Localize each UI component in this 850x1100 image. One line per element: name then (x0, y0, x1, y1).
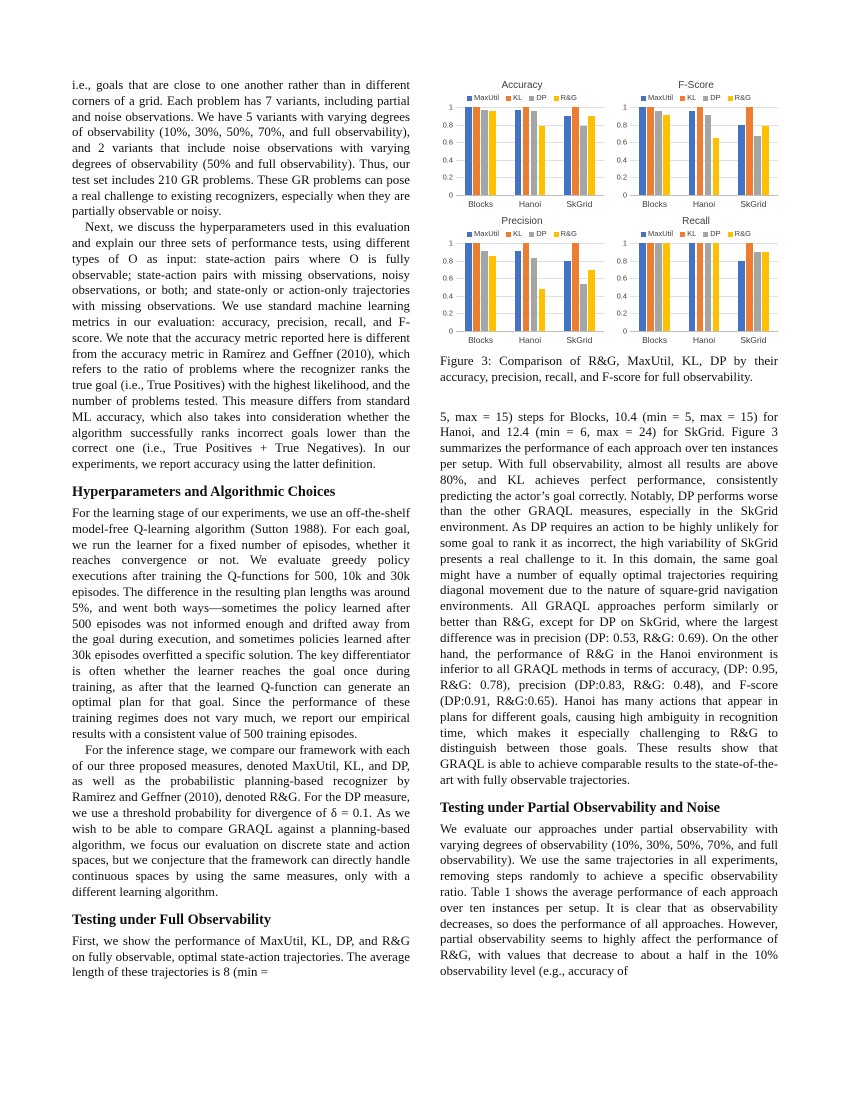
y-axis (614, 238, 630, 336)
chart-bar (754, 136, 761, 195)
chart-bar (738, 261, 745, 331)
legend-swatch-icon (467, 96, 472, 101)
bar-group (630, 107, 679, 195)
chart-bar (515, 110, 522, 195)
legend-swatch-icon (703, 96, 708, 101)
x-axis-category-label: Blocks (642, 199, 668, 209)
legend-swatch-icon (703, 232, 708, 237)
chart-bar (523, 107, 530, 195)
y-axis (614, 102, 630, 200)
x-axis-category-label: Hanoi (692, 199, 716, 209)
chart-title: F-Score (678, 80, 714, 91)
plot-region (630, 243, 778, 332)
recall-bar-chart (614, 216, 778, 345)
legend-label: MaxUtil (474, 93, 500, 102)
legend-label: MaxUtil (648, 229, 674, 238)
legend-label: MaxUtil (648, 93, 674, 102)
x-axis-category-label: SkGrid (740, 199, 767, 209)
legend-swatch-icon (680, 96, 685, 101)
chart-bar (689, 243, 696, 331)
legend-item (641, 229, 673, 239)
plot-region (456, 107, 604, 196)
chart-plot-area (614, 102, 778, 200)
chart-bar (738, 125, 745, 195)
legend-label: MaxUtil (474, 229, 500, 238)
chart-bar (564, 116, 571, 195)
legend-label: KL (513, 93, 523, 102)
y-axis-tick-label: 0.2 (442, 308, 453, 318)
y-axis (440, 238, 456, 336)
x-axis-labels (630, 199, 778, 209)
body-paragraph: Next, we discuss the hyperparameters used in this evaluation and explain our three sets of performance tests, using different types of O as input: state-action pairs where O is fully observable; state-action pairs with missing observations, noisy observations, or both; and state-only or action-only trajectories with missing observations. We use standard machine learning metrics in our evaluation: accuracy, precision, recall, and F-score. We note that the accuracy metric reported here is different from the accuracy metric in Ramírez and Geffner (2010), which refers to the ratio of problems where the recognizer ranks the true goal (i.e., True Positives) with the highest likelihood, and the number of problems tested. This measure differs from standard ML accuracy, which also takes into consideration whether the algorithm successfully ranks incorrect goals lower than the correct one (i.e., True Positives + True Negatives). In our experiments, we report accuracy using the latter definition. (72, 220, 410, 472)
legend-item (680, 229, 696, 239)
chart-bar (713, 138, 720, 195)
legend-item (467, 93, 499, 103)
bar-group (555, 107, 604, 195)
chart-bar (588, 116, 595, 195)
section-heading-partial-observability: Testing under Partial Observability and Noise (440, 799, 721, 816)
legend-swatch-icon (529, 96, 534, 101)
body-paragraph: 5, max = 15) steps for Blocks, 10.4 (min = 5, max = 15) for Hanoi, and 12.4 (min = 6, max = 24) for SkGrid. Figure 3 summarizes the performance of each approach over ten instances per setup. With full observability, almost all results are above 80%, and KL achieves perfect performance, consistently predicting the actor’s goal correctly. Notably, DP performs worse than the other GRAQL measures, especially in the SkGrid environment. As DP requires an action to be highly unlikely for some goal to rank it as incorrect, the high variability of SkGrid presents a real challenge to it. In this domain, the same goal might have a number of equally optimal trajectories requiring diagonal movement due to the nature of square-grid navigation environments. All GRAQL approaches perform similarly or better than R&G, except for DP on SkGrid, where the largest difference was in precision (DP: 0.53, R&G: 0.69). On the other hand, the performance of R&G in the Hanoi environment is inferior to all GRAQL methods in terms of accuracy, (DP: 0.95, R&G: 0.78), precision (DP:0.83, R&G: 0.48), and F-score (DP:0.91, R&G:0.65). Hanoi has many actions that appear in plans for different goals, causing high ambiguity in recognition time, which makes it especially challenging to R&G to distinguish between those goals. These results show that GRAQL is able to achieve comparable results to the state-of-the-art with fully observable trajectories. (440, 409, 778, 787)
y-axis-tick-label: 0.8 (616, 256, 627, 266)
chart-bar (481, 110, 488, 195)
body-paragraph: For the learning stage of our experiments, we use an off-the-shelf model-free Q-learning algorithm (Sutton 1988). For each goal, we run the learner for a fixed number of episodes, whether it reaches convergence or not. We evaluate greedy policy executions after training the Q-functions for 500, 10k and 30k episodes. The difference in the resulting plan lengths was around 5%, and went both ways—sometimes the policy learned after 500 episodes was not informed enough and drifted away from the goal during execution, and sometimes policies learned after 30k episodes overfitted a specific solution. The key differentiator is often whether the learner reaches the goal once during training, as after that the learned Q-function can generate an optimal plan for that goal. Since the performance of these training regimes does not vary much, we report our empirical results with a consistent value of 500 training episodes. (72, 505, 410, 742)
legend-swatch-icon (529, 232, 534, 237)
figure-caption: Figure 3: Comparison of R&G, MaxUtil, KL, DP by their accuracy, precision, recall, and F-score for full observability. (440, 354, 778, 384)
legend-item (554, 229, 577, 239)
chart-bar (572, 243, 579, 331)
chart-bar (515, 251, 522, 331)
legend-label: DP (536, 229, 547, 238)
y-axis-tick-label: 1 (622, 238, 627, 248)
legend-swatch-icon (641, 232, 646, 237)
legend-label: DP (536, 93, 547, 102)
legend-item (703, 229, 720, 239)
legend-item (529, 229, 546, 239)
section-heading-full-observability: Testing under Full Observability (72, 911, 272, 928)
legend-swatch-icon (728, 232, 733, 237)
bar-groups (630, 107, 778, 195)
legend-swatch-icon (680, 232, 685, 237)
chart-bar (465, 107, 472, 195)
chart-bar (523, 243, 530, 331)
left-column (72, 78, 410, 981)
x-axis-labels (630, 335, 778, 345)
chart-title: Accuracy (501, 80, 543, 91)
legend-swatch-icon (506, 232, 511, 237)
chart-bar (639, 107, 646, 195)
legend-label: KL (687, 93, 697, 102)
chart-bar (762, 126, 769, 195)
f-score-bar-chart (614, 80, 778, 209)
bar-groups (456, 107, 604, 195)
chart-bar (697, 243, 704, 331)
chart-bar (489, 256, 496, 331)
chart-bar (689, 111, 696, 195)
legend-item (728, 229, 751, 239)
chart-bar (639, 243, 646, 331)
bar-group (679, 107, 728, 195)
legend-item (680, 93, 696, 103)
chart-plot-area (440, 238, 604, 336)
legend-item (641, 93, 673, 103)
legend-label: DP (710, 93, 721, 102)
plot-region (630, 107, 778, 196)
legend-label: R&G (560, 229, 577, 238)
y-axis-tick-label: 0 (448, 326, 453, 336)
legend-item (506, 93, 522, 103)
chart-bar (572, 107, 579, 195)
bar-group (505, 243, 554, 331)
x-axis-category-label: SkGrid (566, 335, 593, 345)
legend-label: DP (710, 229, 721, 238)
chart-bar (489, 111, 496, 195)
chart-bar (465, 243, 472, 331)
bar-group (505, 107, 554, 195)
chart-plot-area (440, 102, 604, 200)
y-axis-tick-label: 1 (622, 102, 627, 112)
legend-label: R&G (734, 93, 751, 102)
chart-bar (564, 261, 571, 331)
chart-bar (663, 243, 670, 331)
legend-item (728, 93, 751, 103)
body-paragraph: We evaluate our approaches under partial observability with varying degrees of observability (10%, 30%, 50%, 70%, and full observability). We use the same trajectories in all experiments, removing steps randomly to achieve a specific observability ratio. Table 1 shows the average performance of each approach over ten instances per setup. It is clear that as observability decreases, so does the performance of all approaches. However, partial observability seems to highly affect the performance of R&G, with values that decrease to about a half in the 10% observability level (e.g., accuracy of (440, 821, 778, 978)
y-axis-tick-label: 0.4 (616, 155, 627, 165)
bar-groups (630, 243, 778, 331)
x-axis-category-label: SkGrid (740, 335, 767, 345)
y-axis-tick-label: 0.4 (616, 291, 627, 301)
y-axis-tick-label: 0.6 (442, 273, 453, 283)
bar-group (729, 107, 778, 195)
y-axis-tick-label: 1 (448, 238, 453, 248)
y-axis-tick-label: 0.8 (442, 256, 453, 266)
legend-label: KL (513, 229, 523, 238)
y-axis-tick-label: 0.6 (616, 137, 627, 147)
legend-item (529, 93, 546, 103)
chart-bar (697, 107, 704, 195)
y-axis-tick-label: 0.8 (616, 120, 627, 130)
bar-group (679, 243, 728, 331)
x-axis-category-label: Hanoi (692, 335, 716, 345)
body-paragraph: For the inference stage, we compare our framework with each of our three proposed measures, denoted MaxUtil, KL, and DP, as well as the probabilistic planning-based recognizer by Ramirez and Geffner (2010), denoted R&G. For the DP measure, we use a threshold probability for divergence of δ = 0.1. As we wish to be able to compare GRAQL against a planning-based algorithm, we focus our evaluation on discrete state and action spaces, but we conjecture that the framework can directly handle continuous spaces by using the same measures, only with a different learning algorithm. (72, 742, 410, 900)
chart-bar (762, 252, 769, 331)
bar-group (630, 243, 679, 331)
legend-swatch-icon (506, 96, 511, 101)
chart-legend (440, 93, 604, 103)
chart-bar (473, 243, 480, 331)
chart-legend (440, 229, 604, 239)
chart-bar (746, 107, 753, 195)
bar-groups (456, 243, 604, 331)
chart-bar (580, 126, 587, 195)
chart-bar (647, 107, 654, 195)
legend-item (467, 229, 499, 239)
chart-bar (473, 107, 480, 195)
chart-title: Precision (501, 216, 543, 227)
chart-bar (663, 115, 670, 195)
chart-bar (531, 258, 538, 331)
chart-bar (647, 243, 654, 331)
chart-bar (580, 284, 587, 331)
accuracy-bar-chart (440, 80, 604, 209)
body-paragraph: First, we show the performance of MaxUtil, KL, DP, and R&G on fully observable, optimal state-action trajectories. The average length of these trajectories is 8 (min = (72, 933, 411, 980)
body-paragraph: i.e., goals that are close to one another rather than in different corners of a grid. Each problem has 7 variants, including partial and noise observations. We have 5 variants with varying degrees of observability (10%, 30%, 50%, 70%, and full observability), and 2 variants that include noise observations with varying degrees of observability (50% and full observability). Thus, our test set includes 210 GR problems. These GR problems can pose a real challenge to existing recognizers, especially when they are partially observable or noisy. (72, 78, 410, 219)
chart-bar (705, 243, 712, 331)
x-axis-category-label: Hanoi (518, 335, 542, 345)
chart-bar (481, 251, 488, 331)
chart-bar (539, 289, 546, 331)
chart-bar (746, 243, 753, 331)
section-heading-hyperparameters: Hyperparameters and Algorithmic Choices (72, 483, 336, 500)
chart-bar (754, 252, 761, 331)
y-axis-tick-label: 0.2 (616, 172, 627, 182)
y-axis-tick-label: 1 (448, 102, 453, 112)
legend-label: R&G (734, 229, 751, 238)
x-axis-category-label: Hanoi (518, 199, 542, 209)
legend-swatch-icon (641, 96, 646, 101)
chart-bar (705, 115, 712, 195)
x-axis-labels (456, 199, 604, 209)
chart-bar (588, 270, 595, 331)
chart-bar (531, 111, 538, 195)
legend-swatch-icon (728, 96, 733, 101)
right-column (440, 78, 778, 981)
y-axis-tick-label: 0.4 (442, 155, 453, 165)
legend-swatch-icon (554, 232, 559, 237)
two-column-layout (72, 78, 779, 981)
chart-legend (614, 229, 778, 239)
chart-legend (614, 93, 778, 103)
y-axis-tick-label: 0 (448, 190, 453, 200)
figure-3-charts (440, 80, 778, 345)
y-axis-tick-label: 0.2 (442, 172, 453, 182)
plot-region (456, 243, 604, 332)
y-axis-tick-label: 0.6 (442, 137, 453, 147)
y-axis-tick-label: 0.4 (442, 291, 453, 301)
chart-title: Recall (682, 216, 710, 227)
y-axis-tick-label: 0.8 (442, 120, 453, 130)
bar-group (456, 107, 505, 195)
chart-bar (655, 243, 662, 331)
x-axis-category-label: Blocks (642, 335, 668, 345)
legend-swatch-icon (554, 96, 559, 101)
bar-group (456, 243, 505, 331)
chart-bar (655, 111, 662, 195)
legend-item (703, 93, 720, 103)
legend-item (506, 229, 522, 239)
bar-group (729, 243, 778, 331)
legend-item (554, 93, 577, 103)
chart-bar (539, 126, 546, 195)
legend-label: KL (687, 229, 697, 238)
bar-group (555, 243, 604, 331)
x-axis-labels (456, 335, 604, 345)
y-axis-tick-label: 0.2 (616, 308, 627, 318)
y-axis-tick-label: 0 (622, 326, 627, 336)
x-axis-category-label: Blocks (468, 335, 494, 345)
y-axis-tick-label: 0.6 (616, 273, 627, 283)
x-axis-category-label: Blocks (468, 199, 494, 209)
y-axis-tick-label: 0 (622, 190, 627, 200)
chart-plot-area (614, 238, 778, 336)
y-axis (440, 102, 456, 200)
precision-bar-chart (440, 216, 604, 345)
x-axis-category-label: SkGrid (566, 199, 593, 209)
chart-bar (713, 243, 720, 331)
legend-label: R&G (560, 93, 577, 102)
legend-swatch-icon (467, 232, 472, 237)
